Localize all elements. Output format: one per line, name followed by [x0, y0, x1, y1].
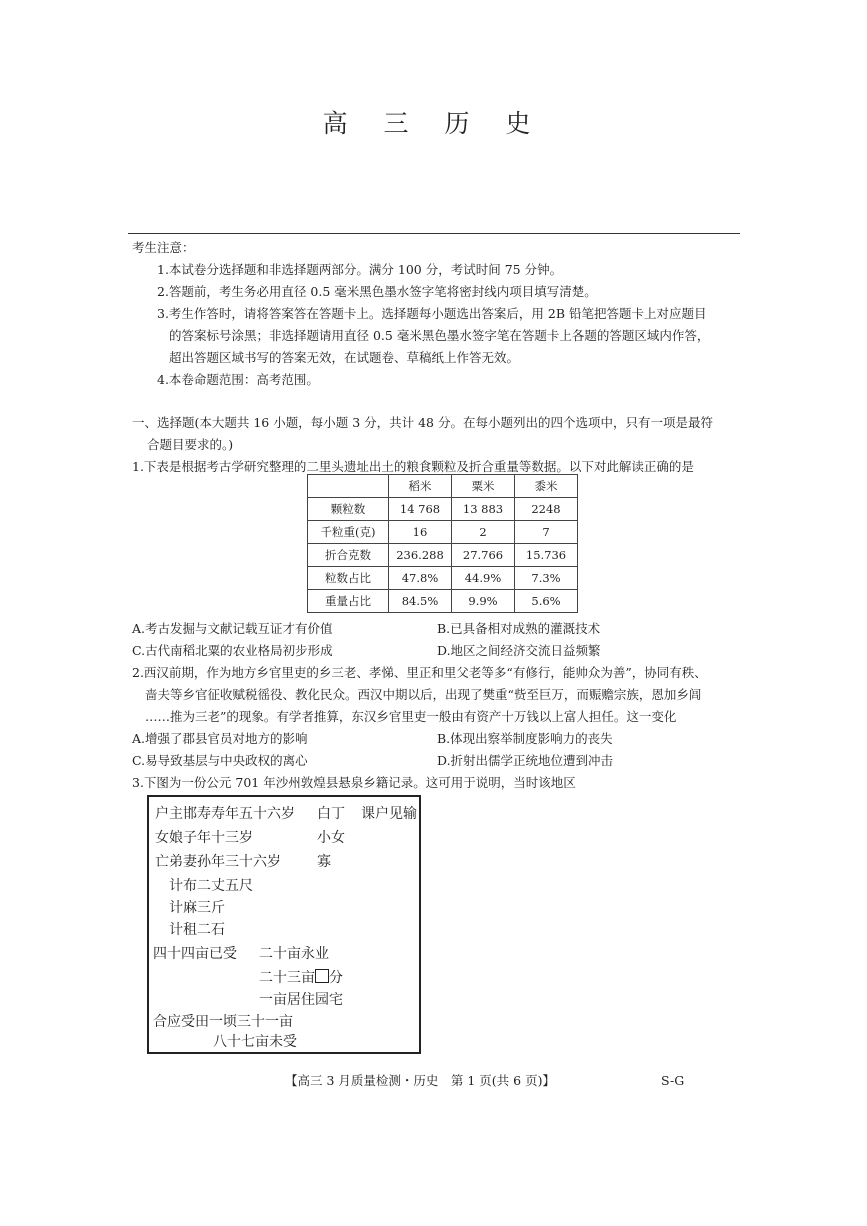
table-row	[308, 544, 578, 567]
register-text: 八十七亩未受	[213, 1034, 297, 1050]
register-text: 计布二丈五尺	[169, 878, 253, 894]
notice-item: 4.本卷命题范围：高考范围。	[157, 372, 319, 387]
q1-stem: 1.下表是根据考古学研究整理的二里头遗址出土的粮食颗粒及折合重量等数据。以下对此解读正确的是	[132, 459, 694, 474]
table-header-cell	[308, 475, 389, 498]
notice-item: 超出答题区域书写的答案无效，在试题卷、草稿纸上作答无效。	[169, 350, 520, 365]
table-cell: 2248	[515, 498, 578, 521]
q2-stem-line: 2.西汉前期，作为地方乡官里吏的乡三老、孝悌、里正和里父老等多“有修行，能帅众为善”，协同有秩、	[132, 665, 707, 680]
table-cell: 44.9%	[452, 567, 515, 590]
illegible-character-box	[315, 969, 329, 983]
table-header-cell: 黍米	[515, 475, 578, 498]
register-text: 户主邯寿寿年五十六岁	[155, 806, 295, 822]
register-text: 计租二石	[169, 922, 225, 938]
table-cell: 27.766	[452, 544, 515, 567]
table-row	[308, 567, 578, 590]
table-row	[308, 590, 578, 613]
table-header-row	[308, 475, 578, 498]
register-text: 寡	[317, 854, 331, 870]
register-text: 白丁	[317, 806, 345, 822]
register-text: 课户见输	[361, 806, 417, 822]
register-text: 二十三亩	[259, 970, 315, 986]
table-cell: 颗粒数	[308, 498, 389, 521]
table-cell: 2	[452, 521, 515, 544]
table-row	[308, 521, 578, 544]
table-cell: 16	[389, 521, 452, 544]
register-text: 计麻三斤	[169, 900, 225, 916]
table-cell: 粒数占比	[308, 567, 389, 590]
paper-code: S-G	[661, 1073, 685, 1088]
register-text: 二十亩永业	[259, 946, 329, 962]
table-row	[308, 498, 578, 521]
q2-stem-line: ……推为三老”的现象。有学者推算，东汉乡官里吏一般由有资产十万钱以上富人担任。这一变化	[145, 709, 677, 724]
q2-option-d: D.折射出儒学正统地位遭到冲击	[437, 753, 614, 768]
q1-option-b: B.已具备相对成熟的灌溉技术	[437, 621, 601, 636]
notice-item: 的答案标号涂黑；非选择题请用直径 0.5 毫米黑色墨水签字笔在答题卡上各题的答题区域内作答，	[169, 328, 710, 343]
table-cell: 7	[515, 521, 578, 544]
page-title: 高 三 历 史	[322, 109, 545, 138]
table-cell: 5.6%	[515, 590, 578, 613]
table-cell: 13 883	[452, 498, 515, 521]
table-cell: 7.3%	[515, 567, 578, 590]
q2-stem-line: 啬夫等乡官征收赋税徭役、教化民众。西汉中期以后，出现了樊重“赀至巨万，而赈赡宗族，恩加乡闾	[145, 687, 702, 702]
register-text: 小女	[317, 830, 345, 846]
table-cell: 9.9%	[452, 590, 515, 613]
q1-option-a: A.考古发掘与文献记载互证才有价值	[132, 621, 333, 636]
q1-option-c: C.古代南稻北粟的农业格局初步形成	[132, 643, 333, 658]
table-cell: 14 768	[389, 498, 452, 521]
register-text: 四十四亩已受	[153, 946, 237, 962]
register-text: 亡弟妻孙年三十六岁	[155, 854, 281, 870]
register-text: 合应受田一顷三十一亩	[153, 1014, 293, 1030]
section-heading: 一、选择题(本大题共 16 小题，每小题 3 分，共计 48 分。在每小题列出的四个选项中，只有一项是最符	[132, 415, 713, 430]
table-cell: 重量占比	[308, 590, 389, 613]
table-cell: 47.8%	[389, 567, 452, 590]
q2-option-c: C.易导致基层与中央政权的离心	[132, 753, 308, 768]
notice-item: 2.答题前，考生务必用直径 0.5 毫米黑色墨水签字笔将密封线内项目填写清楚。	[157, 284, 597, 299]
table-cell: 千粒重(克)	[308, 521, 389, 544]
table-cell: 84.5%	[389, 590, 452, 613]
q2-option-b: B.体现出察举制度影响力的丧失	[437, 731, 613, 746]
page-footer: 【高三 3 月质量检测・历史 第 1 页(共 6 页)】	[285, 1073, 555, 1088]
notice-item: 3.考生作答时，请将答案答在答题卡上。选择题每小题选出答案后，用 2B 铅笔把答题卡上对应题目	[157, 306, 707, 321]
table-cell: 折合克数	[308, 544, 389, 567]
table-cell: 15.736	[515, 544, 578, 567]
q1-option-d: D.地区之间经济交流日益频繁	[437, 643, 601, 658]
q2-option-a: A.增强了郡县官员对地方的影响	[132, 731, 308, 746]
household-register-document	[147, 795, 421, 1054]
register-text	[259, 967, 343, 987]
header-rule	[128, 233, 740, 234]
q3-stem: 3.下图为一份公元 701 年沙州敦煌县悬泉乡籍记录。这可用于说明，当时该地区	[132, 775, 576, 790]
table-header-cell: 粟米	[452, 475, 515, 498]
notice-item: 1.本试卷分选择题和非选择题两部分。满分 100 分，考试时间 75 分钟。	[157, 262, 563, 277]
register-text: 分	[329, 970, 343, 986]
table-cell: 236.288	[389, 544, 452, 567]
register-text: 一亩居住园宅	[259, 992, 343, 1008]
notice-heading: 考生注意：	[132, 240, 195, 255]
grain-data-table	[307, 474, 578, 613]
section-heading-cont: 合题目要求的。)	[147, 437, 234, 452]
table-header-cell: 稻米	[389, 475, 452, 498]
register-text: 女娘子年十三岁	[155, 830, 253, 846]
